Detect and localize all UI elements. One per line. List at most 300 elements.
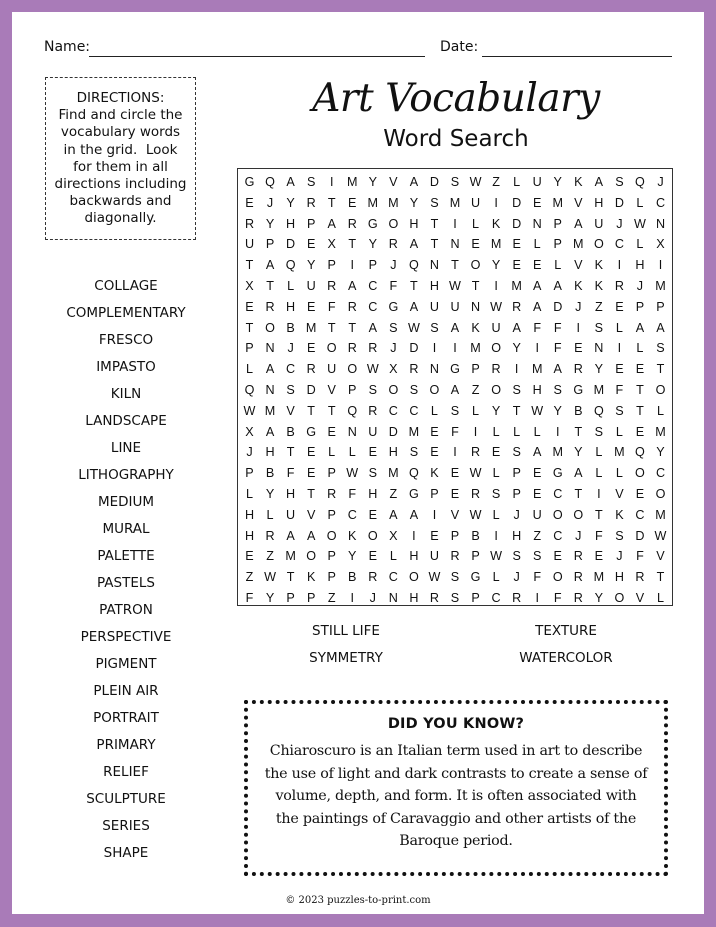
grid-cell[interactable]: H [286,216,296,231]
grid-cell[interactable]: P [512,466,521,481]
grid-cell[interactable]: R [573,362,583,377]
grid-cell[interactable]: I [432,507,437,522]
grid-cell[interactable]: U [594,216,604,231]
grid-cell[interactable]: H [244,507,255,522]
grid-cell[interactable]: T [471,279,480,293]
grid-cell[interactable]: M [470,341,481,356]
grid-cell[interactable]: H [388,445,398,460]
grid-cell[interactable]: U [306,279,316,293]
grid-cell[interactable]: E [368,445,377,460]
grid-cell[interactable]: R [368,341,378,356]
grid-cell[interactable]: R [635,570,645,585]
grid-cell[interactable]: I [658,258,663,273]
grid-cell[interactable]: S [368,466,377,481]
grid-cell[interactable]: N [429,258,439,273]
grid-cell[interactable]: J [513,570,520,585]
grid-cell[interactable]: J [390,341,397,356]
grid-cell[interactable]: J [513,507,520,522]
grid-cell[interactable]: I [453,216,457,231]
grid-cell[interactable]: Z [245,570,254,585]
grid-cell[interactable]: D [635,528,645,543]
grid-cell[interactable]: M [305,320,317,335]
grid-cell[interactable]: W [346,466,359,481]
grid-cell[interactable]: S [532,549,542,564]
grid-cell[interactable]: M [573,237,584,252]
grid-cell[interactable]: F [348,487,357,501]
grid-cell[interactable]: T [327,320,336,335]
grid-cell[interactable]: T [451,258,459,273]
grid-cell[interactable]: W [490,299,503,314]
grid-cell[interactable]: M [531,362,543,377]
grid-cell[interactable]: A [553,279,562,293]
grid-cell[interactable]: I [329,175,334,189]
grid-cell[interactable]: W [490,549,503,564]
grid-cell[interactable]: O [265,320,275,335]
grid-cell[interactable]: L [513,424,521,439]
grid-cell[interactable]: Q [408,258,419,273]
grid-cell[interactable]: V [327,383,336,397]
grid-cell[interactable]: O [347,362,358,377]
grid-cell[interactable]: L [348,445,356,460]
grid-cell[interactable]: G [552,466,563,481]
grid-cell[interactable]: X [245,424,254,439]
grid-cell[interactable]: Q [635,445,645,460]
grid-cell[interactable]: S [450,570,460,585]
grid-cell[interactable]: U [532,175,542,189]
grid-cell[interactable]: D [512,195,522,210]
grid-cell[interactable]: U [429,299,439,314]
grid-cell[interactable]: P [286,591,295,605]
grid-cell[interactable]: W [428,570,441,585]
grid-cell[interactable]: F [245,591,254,605]
grid-cell[interactable]: M [408,424,420,439]
grid-cell[interactable]: H [429,279,439,293]
grid-cell[interactable]: L [389,549,397,564]
grid-cell[interactable]: A [265,258,275,273]
grid-cell[interactable]: M [593,570,605,585]
grid-cell[interactable]: T [286,570,295,585]
grid-cell[interactable]: U [450,299,460,314]
grid-cell[interactable]: C [409,403,419,418]
grid-cell[interactable]: P [471,549,480,564]
grid-cell[interactable]: N [265,341,275,356]
grid-cell[interactable]: L [513,175,521,189]
grid-cell[interactable]: T [594,507,603,522]
grid-cell[interactable]: A [532,445,542,460]
grid-cell[interactable]: Y [553,175,562,189]
grid-cell[interactable]: N [388,591,398,605]
grid-cell[interactable]: Y [656,445,665,460]
grid-cell[interactable]: N [532,216,542,231]
grid-cell[interactable]: Q [593,403,604,418]
grid-cell[interactable]: E [430,445,439,460]
grid-cell[interactable]: Y [265,216,275,231]
grid-cell[interactable]: T [286,445,295,460]
grid-cell[interactable]: Z [492,175,500,189]
grid-cell[interactable]: M [285,549,296,564]
grid-cell[interactable]: K [430,466,439,481]
grid-cell[interactable]: T [245,258,254,273]
grid-cell[interactable]: P [553,216,562,231]
grid-cell[interactable]: M [655,424,666,439]
grid-cell[interactable]: O [655,487,666,501]
grid-cell[interactable]: T [636,383,644,397]
grid-cell[interactable]: R [573,591,583,605]
grid-cell[interactable]: N [655,216,666,231]
grid-cell[interactable]: F [533,320,542,335]
grid-cell[interactable]: E [635,362,645,377]
grid-cell[interactable]: X [245,279,254,293]
grid-cell[interactable]: T [245,320,254,335]
grid-cell[interactable]: Y [286,195,295,210]
grid-cell[interactable]: L [636,195,644,210]
grid-cell[interactable]: L [636,341,644,356]
grid-cell[interactable]: P [327,466,336,481]
grid-cell[interactable]: A [409,237,419,252]
grid-cell[interactable]: P [306,591,316,605]
grid-cell[interactable]: R [347,216,357,231]
grid-cell[interactable]: I [412,528,416,543]
grid-cell[interactable]: E [327,424,336,439]
grid-cell[interactable]: S [450,175,460,189]
grid-cell[interactable]: R [327,279,337,293]
grid-cell[interactable]: F [553,320,562,335]
grid-cell[interactable]: R [429,591,439,605]
grid-cell[interactable]: S [389,320,398,335]
grid-cell[interactable]: W [531,403,544,418]
grid-cell[interactable]: C [388,403,398,418]
grid-cell[interactable]: R [347,341,357,356]
grid-cell[interactable]: B [574,403,583,418]
grid-cell[interactable]: R [368,570,378,585]
grid-cell[interactable]: L [492,424,500,439]
grid-cell[interactable]: L [656,403,664,418]
grid-cell[interactable]: Y [512,341,521,356]
grid-cell[interactable]: A [450,320,460,335]
grid-cell[interactable]: W [654,528,667,543]
grid-cell[interactable]: I [514,362,519,377]
grid-cell[interactable]: O [552,570,563,585]
grid-cell[interactable]: V [635,591,645,605]
grid-cell[interactable]: O [655,383,666,397]
grid-cell[interactable]: D [512,216,522,231]
grid-cell[interactable]: T [430,216,439,231]
grid-cell[interactable]: S [409,383,419,397]
grid-cell[interactable]: F [615,383,624,397]
grid-cell[interactable]: O [367,528,378,543]
grid-cell[interactable]: A [532,279,542,293]
grid-cell[interactable]: E [553,549,562,564]
grid-cell[interactable]: L [554,258,562,273]
grid-cell[interactable]: G [306,424,317,439]
grid-cell[interactable]: H [635,258,645,273]
grid-cell[interactable]: P [450,528,460,543]
grid-cell[interactable]: A [409,299,419,314]
grid-cell[interactable]: A [512,320,521,335]
grid-cell[interactable]: H [409,591,419,605]
grid-cell[interactable]: Z [533,528,542,543]
grid-cell[interactable]: C [368,299,378,314]
grid-cell[interactable]: L [472,403,480,418]
grid-cell[interactable]: I [350,258,354,273]
grid-cell[interactable]: M [552,445,563,460]
grid-cell[interactable]: L [492,466,500,481]
grid-cell[interactable]: T [574,424,583,439]
grid-cell[interactable]: A [286,528,295,543]
grid-cell[interactable]: N [265,383,275,397]
grid-cell[interactable]: T [410,279,418,293]
grid-cell[interactable]: Z [266,549,274,564]
grid-cell[interactable]: F [553,341,562,356]
grid-cell[interactable]: M [264,403,276,418]
grid-cell[interactable]: O [429,383,440,397]
grid-cell[interactable]: J [390,258,397,273]
grid-cell[interactable]: Y [594,591,604,605]
grid-cell[interactable]: F [327,299,336,314]
grid-cell[interactable]: J [246,445,253,460]
grid-cell[interactable]: I [597,487,601,501]
grid-cell[interactable]: R [470,445,481,460]
grid-cell[interactable]: H [594,195,604,210]
grid-cell[interactable]: Q [408,466,419,481]
grid-cell[interactable]: O [306,549,317,564]
grid-cell[interactable]: P [245,341,254,356]
grid-cell[interactable]: F [553,591,562,605]
grid-cell[interactable]: S [594,424,604,439]
grid-cell[interactable]: T [512,403,521,418]
grid-cell[interactable]: Q [347,403,358,418]
grid-cell[interactable]: Q [244,383,255,397]
grid-cell[interactable]: D [553,299,563,314]
grid-cell[interactable]: K [594,258,604,273]
grid-cell[interactable]: E [306,341,316,356]
grid-cell[interactable]: W [366,362,379,377]
grid-cell[interactable]: W [469,466,482,481]
grid-cell[interactable]: A [265,362,275,377]
grid-cell[interactable]: P [327,507,336,522]
grid-cell[interactable]: D [614,195,624,210]
grid-cell[interactable]: H [286,299,296,314]
grid-cell[interactable]: L [533,237,541,252]
grid-cell[interactable]: J [369,591,376,605]
grid-cell[interactable]: M [552,195,563,210]
grid-cell[interactable]: K [594,279,604,293]
grid-cell[interactable]: B [348,570,357,585]
grid-cell[interactable]: E [245,549,254,564]
grid-cell[interactable]: P [265,237,275,252]
grid-cell[interactable]: Y [491,403,501,418]
grid-cell[interactable]: E [306,237,316,252]
grid-cell[interactable]: U [532,507,542,522]
grid-cell[interactable]: E [532,195,542,210]
grid-cell[interactable]: H [512,528,522,543]
grid-cell[interactable]: M [593,383,605,397]
grid-cell[interactable]: O [573,507,584,522]
grid-cell[interactable]: G [450,362,460,377]
grid-cell[interactable]: F [389,279,398,293]
grid-cell[interactable]: R [470,487,481,501]
grid-cell[interactable]: R [244,216,255,231]
grid-cell[interactable]: V [574,258,583,273]
grid-cell[interactable]: M [449,195,461,210]
grid-cell[interactable]: R [306,195,316,210]
grid-cell[interactable]: U [368,424,378,439]
grid-cell[interactable]: L [472,216,480,231]
grid-cell[interactable]: C [655,195,666,210]
grid-cell[interactable]: S [430,195,439,210]
grid-cell[interactable]: X [389,528,398,543]
grid-cell[interactable]: Z [389,487,398,501]
grid-cell[interactable]: P [327,258,336,273]
grid-cell[interactable]: S [450,403,460,418]
grid-cell[interactable]: E [450,487,460,501]
grid-cell[interactable]: O [326,528,337,543]
grid-cell[interactable]: C [388,570,398,585]
grid-cell[interactable]: B [265,466,275,481]
grid-cell[interactable]: S [286,383,295,397]
grid-cell[interactable]: Z [327,591,336,605]
grid-cell[interactable]: S [409,445,419,460]
grid-cell[interactable]: C [286,362,296,377]
grid-cell[interactable]: A [553,362,562,377]
grid-cell[interactable]: E [512,237,521,252]
grid-cell[interactable]: Y [348,549,357,564]
grid-cell[interactable]: H [532,383,542,397]
grid-cell[interactable]: I [453,341,457,356]
grid-cell[interactable]: J [657,175,664,189]
grid-cell[interactable]: P [471,362,480,377]
grid-cell[interactable]: O [593,237,604,252]
grid-cell[interactable]: L [533,424,541,439]
grid-cell[interactable]: P [327,570,336,585]
grid-cell[interactable]: U [470,195,481,210]
grid-cell[interactable]: E [491,445,501,460]
grid-cell[interactable]: G [367,216,378,231]
grid-cell[interactable]: K [306,570,316,585]
grid-cell[interactable]: R [388,237,398,252]
grid-cell[interactable]: W [407,320,420,335]
grid-cell[interactable]: M [490,237,502,252]
grid-cell[interactable]: O [614,591,625,605]
grid-cell[interactable]: A [327,216,336,231]
grid-cell[interactable]: F [636,549,644,564]
grid-cell[interactable]: G [388,299,399,314]
grid-cell[interactable]: A [348,279,357,293]
grid-cell[interactable]: T [656,362,665,377]
grid-cell[interactable]: J [616,549,623,564]
grid-cell[interactable]: L [636,237,644,252]
grid-cell[interactable]: Y [368,237,377,252]
grid-cell[interactable]: H [368,487,378,501]
grid-cell[interactable]: T [656,570,665,585]
grid-cell[interactable]: W [264,570,276,585]
grid-cell[interactable]: O [388,383,399,397]
grid-cell[interactable]: S [615,175,624,189]
grid-cell[interactable]: P [368,258,377,273]
grid-cell[interactable]: N [470,299,481,314]
grid-cell[interactable]: J [575,528,582,543]
grid-cell[interactable]: C [655,466,666,481]
grid-cell[interactable]: I [494,528,498,543]
grid-cell[interactable]: L [656,591,664,605]
grid-cell[interactable]: Z [594,299,603,314]
grid-cell[interactable]: O [326,341,337,356]
grid-cell[interactable]: A [306,528,316,543]
grid-cell[interactable]: E [306,445,316,460]
grid-cell[interactable]: C [614,237,624,252]
grid-cell[interactable]: J [266,195,274,210]
grid-cell[interactable]: K [348,528,357,543]
grid-cell[interactable]: E [615,299,624,314]
grid-cell[interactable]: A [368,320,377,335]
grid-cell[interactable]: Y [553,403,562,418]
grid-cell[interactable]: I [617,341,622,356]
grid-cell[interactable]: Y [265,591,275,605]
grid-cell[interactable]: I [494,279,498,293]
grid-cell[interactable]: L [615,320,623,335]
grid-cell[interactable]: I [432,341,437,356]
grid-cell[interactable]: R [614,279,624,293]
grid-cell[interactable]: R [512,591,522,605]
grid-cell[interactable]: M [614,445,625,460]
grid-cell[interactable]: S [368,383,377,397]
grid-cell[interactable]: D [409,341,419,356]
grid-cell[interactable]: R [327,487,337,501]
grid-cell[interactable]: S [615,403,624,418]
grid-cell[interactable]: O [408,570,419,585]
grid-cell[interactable]: A [286,175,295,189]
grid-cell[interactable]: E [532,466,542,481]
grid-cell[interactable]: A [450,383,460,397]
grid-cell[interactable]: L [266,507,274,522]
grid-cell[interactable]: B [286,320,295,335]
grid-cell[interactable]: U [429,549,439,564]
grid-cell[interactable]: O [491,383,501,397]
grid-cell[interactable]: E [430,424,439,439]
grid-cell[interactable]: E [471,237,480,252]
grid-cell[interactable]: D [429,175,439,189]
grid-cell[interactable]: C [347,507,357,522]
grid-cell[interactable]: E [635,487,645,501]
grid-cell[interactable]: C [368,279,378,293]
grid-cell[interactable]: Y [594,362,604,377]
grid-cell[interactable]: M [388,466,399,481]
grid-cell[interactable]: T [266,279,274,293]
grid-cell[interactable]: S [491,487,501,501]
grid-cell[interactable]: V [656,549,665,564]
grid-cell[interactable]: F [451,424,459,439]
grid-cell[interactable]: J [616,216,623,231]
grid-cell[interactable]: R [347,299,357,314]
grid-cell[interactable]: R [573,549,583,564]
grid-cell[interactable]: T [430,237,439,252]
grid-cell[interactable]: J [575,299,582,314]
grid-cell[interactable]: G [470,570,481,585]
grid-cell[interactable]: K [574,279,583,293]
grid-cell[interactable]: P [512,487,521,501]
grid-cell[interactable]: N [594,341,604,356]
grid-cell[interactable]: B [286,424,295,439]
grid-cell[interactable]: O [491,341,501,356]
grid-cell[interactable]: Y [409,195,419,210]
grid-cell[interactable]: O [470,258,481,273]
grid-cell[interactable]: Y [491,258,501,273]
grid-cell[interactable]: E [430,528,439,543]
grid-cell[interactable]: Y [574,445,583,460]
grid-cell[interactable]: K [491,216,501,231]
grid-cell[interactable]: K [574,175,583,189]
grid-cell[interactable]: S [615,528,624,543]
